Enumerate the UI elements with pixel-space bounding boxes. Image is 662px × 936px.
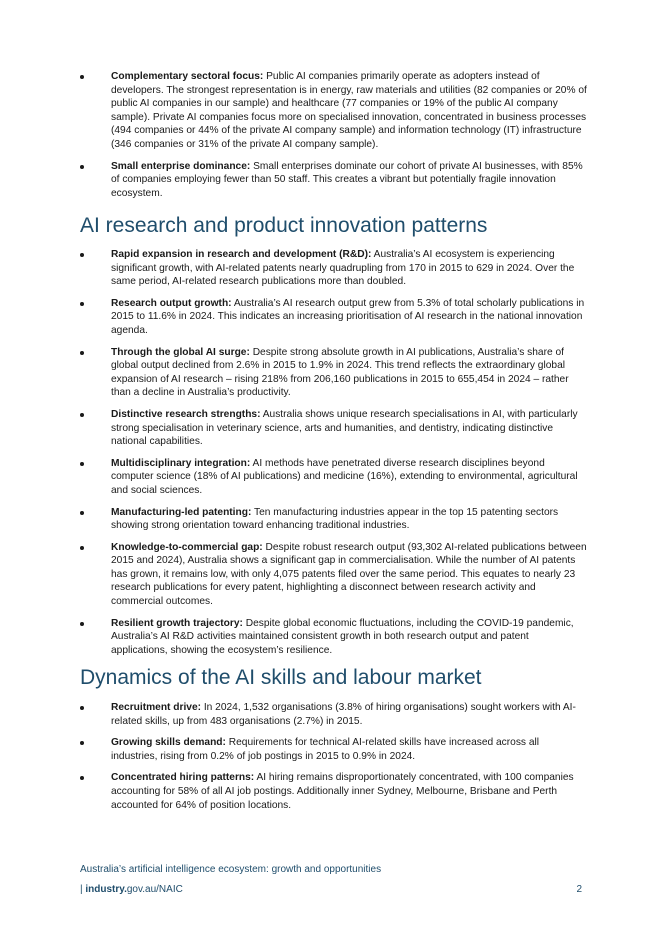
list-item bbox=[80, 346, 588, 400]
bullet-dot bbox=[80, 622, 84, 626]
bullet-lead: Distinctive research strengths: bbox=[111, 408, 261, 420]
bullet-dot bbox=[80, 511, 84, 515]
bullet-text: Australia shows unique research specialisations in AI, with particularly strong specialisation in veterinary science, arts and humanities, and dentistry, indicating distinctive national capabilities. bbox=[111, 408, 578, 448]
bullet-text: Public AI companies primarily operate as adopters instead of developers. The strongest representation is in energy, raw materials and utilities (82 companies or 20% of public AI companies in our sample) and healthcare (77 companies or 19% of the public AI company sample). Private AI companies focus more on specialised innovation, concentrated in business processes (494 companies or 44% of the private AI company sample) and information technology (IT) infrastructure (346 companies or 31% of the private AI company sample). bbox=[111, 71, 587, 150]
footer-url-rest: gov.au/NAIC bbox=[126, 884, 183, 895]
footer-url-bold: industry. bbox=[85, 884, 127, 895]
bullet-dot bbox=[80, 253, 84, 257]
list-item bbox=[80, 297, 588, 338]
bullet-lead: Recruitment drive: bbox=[111, 702, 202, 713]
bullet-dot bbox=[80, 462, 84, 466]
bullet-text: Despite robust research output (93,302 AI-related publications between 2015 and 2024), Australia shows a significant gap in commercialisation. While the number of AI patents has grown, it remains low, with only 4,075 patents filed over the same period. This equates to nearly 23 research publications for every patent, highlighting a disconnect between research activity and commercial outcomes. bbox=[111, 541, 587, 608]
bullet-text: AI methods have penetrated diverse research disciplines beyond computer science (18% of AI publications) and medicine (16%), extending to environmental, agricultural and social sciences. bbox=[111, 457, 578, 496]
bullet-text: Despite global economic fluctuations, including the COVID-19 pandemic, Australia’s AI R&D activities maintained consistent growth in both research output and patent applications, showing the ecosystem’s resilience. bbox=[111, 617, 574, 656]
bullet-lead: Rapid expansion in research and development (R&D): bbox=[111, 249, 372, 260]
bullet-lead: Research output growth: bbox=[111, 297, 232, 309]
list-item bbox=[80, 70, 588, 152]
bullet-dot bbox=[80, 741, 84, 745]
bullet-text: Australia’s AI ecosystem is experiencing significant growth, with AI-related patents nearly quadrupling from 170 in 2015 to 629 in 2024. Over the same period, AI-related research publications more than doubled. bbox=[111, 249, 575, 288]
section-heading-skills: Dynamics of the AI skills and labour market bbox=[80, 666, 482, 689]
bullet-text: AI hiring remains disproportionately concentrated, with 100 companies accounting for 58% of all AI job postings. Additionally inner Sydney, Melbourne, Brisbane and Perth accounted for 64% of position locations. bbox=[111, 772, 574, 811]
intro-bullet-list bbox=[80, 70, 588, 200]
list-item bbox=[80, 160, 588, 201]
bullet-dot bbox=[80, 413, 84, 417]
bullet-lead: Growing skills demand: bbox=[111, 737, 226, 749]
page-number: 2 bbox=[576, 884, 582, 895]
bullet-text: In 2024, 1,532 organisations (3.8% of hiring organisations) sought workers with AI-related skills, up from 483 organisations (2.7%) in 2015. bbox=[111, 702, 576, 727]
list-item bbox=[80, 248, 588, 289]
list-item bbox=[80, 408, 588, 449]
list-item bbox=[80, 617, 588, 658]
bullet-lead: Small enterprise dominance: bbox=[111, 160, 251, 172]
bullet-text: Small enterprises dominate our cohort of private AI businesses, with 85% of companies employing fewer than 50 staff. This creates a vibrant but potentially fragile innovation ecosystem. bbox=[111, 160, 583, 199]
bullet-dot bbox=[80, 75, 84, 79]
bullet-dot bbox=[80, 302, 84, 306]
bullet-text: Requirements for technical AI-related skills have increased across all industries, rising from 0.2% of job postings in 2015 to 0.9% in 2024. bbox=[111, 737, 540, 762]
bullet-text: Australia’s AI research output grew from 5.3% of total scholarly publications in 2015 to 11.6% in 2024. This indicates an increasing prioritisation of AI research in the national innovation agenda. bbox=[111, 297, 585, 336]
list-item bbox=[80, 701, 588, 728]
research-bullet-list bbox=[80, 248, 588, 657]
bullet-text: Ten manufacturing industries appear in the top 15 patenting sectors showing strong orientation toward enhancing traditional industries. bbox=[111, 506, 559, 532]
skills-bullet-list bbox=[80, 701, 588, 812]
footer-url-separator: | bbox=[80, 884, 86, 895]
bullet-lead: Concentrated hiring patterns: bbox=[111, 772, 255, 784]
list-item bbox=[80, 736, 588, 763]
list-item bbox=[80, 457, 588, 498]
bullet-dot bbox=[80, 546, 84, 550]
bullet-dot bbox=[80, 776, 84, 780]
list-item bbox=[80, 541, 588, 609]
bullet-lead: Through the global AI surge: bbox=[111, 346, 250, 358]
bullet-lead: Multidisciplinary integration: bbox=[111, 457, 251, 469]
section-heading-research: AI research and product innovation patterns bbox=[80, 214, 488, 237]
list-item bbox=[80, 771, 588, 812]
bullet-lead: Manufacturing-led patenting: bbox=[111, 506, 252, 518]
bullet-dot bbox=[80, 351, 84, 355]
bullet-lead: Resilient growth trajectory: bbox=[111, 617, 243, 629]
bullet-dot bbox=[80, 165, 84, 169]
footer-url-link[interactable] bbox=[80, 884, 183, 895]
list-item bbox=[80, 506, 588, 533]
bullet-text: Despite strong absolute growth in AI publications, Australia’s share of global output declined from 2.6% in 2015 to 1.9% in 2024. This trend reflects the extraordinary global expansion of AI research – rising 218% from 206,160 publications in 2015 to 655,454 in 2024 – rather than a decline in Australia’s productivity. bbox=[111, 346, 569, 399]
footer-document-title: Australia’s artificial intelligence ecosystem: growth and opportunities bbox=[80, 864, 382, 875]
bullet-lead: Complementary sectoral focus: bbox=[111, 71, 264, 82]
bullet-dot bbox=[80, 706, 84, 710]
bullet-lead: Knowledge-to-commercial gap: bbox=[111, 541, 263, 553]
